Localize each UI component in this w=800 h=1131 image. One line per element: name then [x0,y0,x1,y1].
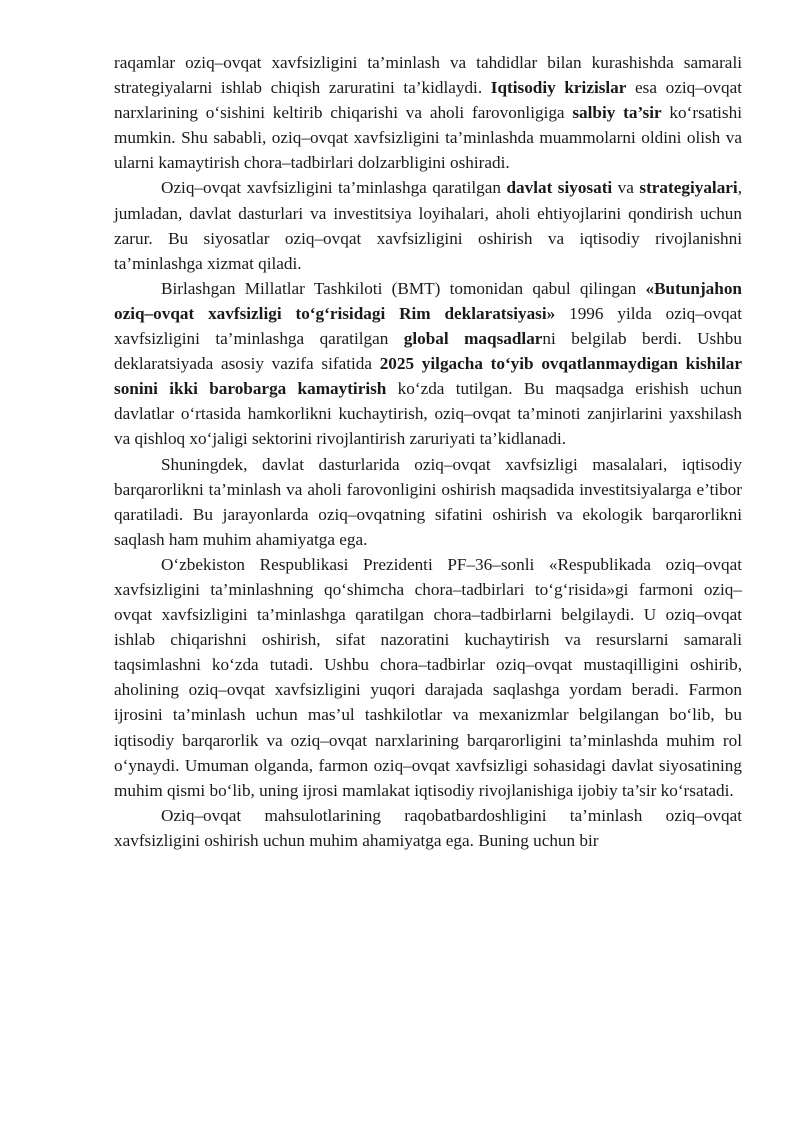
paragraph-4 [114,452,742,552]
text-run: Oziq–ovqat xavfsizligini ta’minlashga qaratilgan [161,178,507,198]
text-run: ko‘rsatishi mumkin. Shu sababli, oziq–ovqat xavfsizligini ta’minlashda muammolarni oldini olish va ularni kamaytirish chora–tadbirlari dolzarbligini oshiradi. [114,103,742,173]
text-run: 1996 yilda oziq–ovqat xavfsizligini ta’minlashga qaratilgan [114,303,742,349]
paragraph-5 [114,552,742,803]
text-run: Shuningdek, davlat dasturlarida oziq–ovqat xavfsizligi masalalari, iqtisodiy barqarorlikni ta’minlash va aholi farovonligini oshirish maqsadida investitsiyalarga e’tibor qaratiladi. Bu jarayonlarda oziq–ovqatning sifatini oshirish va ekologik barqarorlikni saqlash ham muhim ahamiyatga ega. [114,454,742,549]
text-run: va [612,178,640,198]
text-run: O‘zbekiston Respublikasi Prezidenti PF–36–sonli «Respublikada oziq–ovqat xavfsizligini ta’minlashning qo‘shimcha chora–tadbirlari to‘g‘risida»gi farmoni oziq–ovqat xavfsizligini ta’minlashga qaratilgan chora–tadbirlarni belgilaydi. U oziq–ovqat ishlab chiqarishni oshirish, sifat nazoratini kuchaytirish va resurslarni samarali taqsimlashni ko‘zda tutadi. Ushbu chora–tadbirlar oziq–ovqat mustaqilligini oshirib, aholining oziq–ovqat xavfsizligini yuqori darajada saqlashga yordam beradi. Farmon ijrosini ta’minlash uchun mas’ul tashkilotlar va mexanizmlar belgilangan bo‘lib, bu iqtisodiy barqarorlik va oziq–ovqat narxlarining barqarorligini ta’minlashda muhim rol o‘ynaydi. Umuman olganda, farmon oziq–ovqat xavfsizligi sohasidagi davlat siyosatining muhim qismi bo‘lib, uning ijrosi mamlakat iqtisodiy rivojlanishiga ijobiy ta’sir ko‘rsatadi. [114,554,742,800]
document-page [114,50,742,853]
bold-term: «Butunjahon oziq–ovqat xavfsizligi to‘g‘risidagi Rim deklaratsiyasi» [114,278,742,323]
text-run: Birlashgan Millatlar Tashkiloti (BMT) tomonidan qabul qilingan [161,278,646,298]
bold-term: Iqtisodiy krizislar [490,78,627,98]
bold-term: davlat siyosati [506,178,613,198]
text-run: raqamlar oziq–ovqat xavfsizligini ta’minlash va tahdidlar bilan kurashishda samarali strategiyalarni ishlab chiqish zaruratini ta’kidlaydi. [114,53,742,98]
bold-term: strategiyalari [639,178,738,198]
paragraph-3 [114,276,742,452]
paragraph-2 [114,175,742,275]
bold-term: global maqsadlar [403,329,543,349]
bold-term: salbiy ta’sir [572,103,662,123]
bold-term: 2025 yilgacha to‘yib ovqatlanmaydigan kishilar sonini ikki barobarga kamaytirish [114,354,742,399]
paragraph-1 [114,50,742,175]
paragraph-6 [114,803,742,853]
text-run: Oziq–ovqat mahsulotlarining raqobatbardoshligini ta’minlash oziq–ovqat xavfsizligini oshirish uchun muhim ahamiyatga ega. Buning uchun bir [114,805,742,850]
text-run: ni belgilab berdi. Ushbu deklaratsiyada asosiy vazifa sifatida [114,329,742,374]
text-run: ko‘zda tutilgan. Bu maqsadga erishish uchun davlatlar o‘rtasida hamkorlikni kuchaytirish, oziq–ovqat ta’minoti zanjirlarini yaxshilash va qishloq xo‘jaligi sektorini rivojlantirish zaruriyati ta’kidlanadi. [114,379,743,449]
text-run: esa oziq–ovqat narxlarining o‘sishini keltirib chiqarishi va aholi farovonligiga [114,78,742,123]
text-run: , jumladan, davlat dasturlari va investitsiya loyihalari, aholi ehtiyojlarini qondirish uchun zarur. Bu siyosatlar oziq–ovqat xavfsizligini oshirish va iqtisodiy rivojlanishni ta’minlashga xizmat qiladi. [114,178,742,273]
